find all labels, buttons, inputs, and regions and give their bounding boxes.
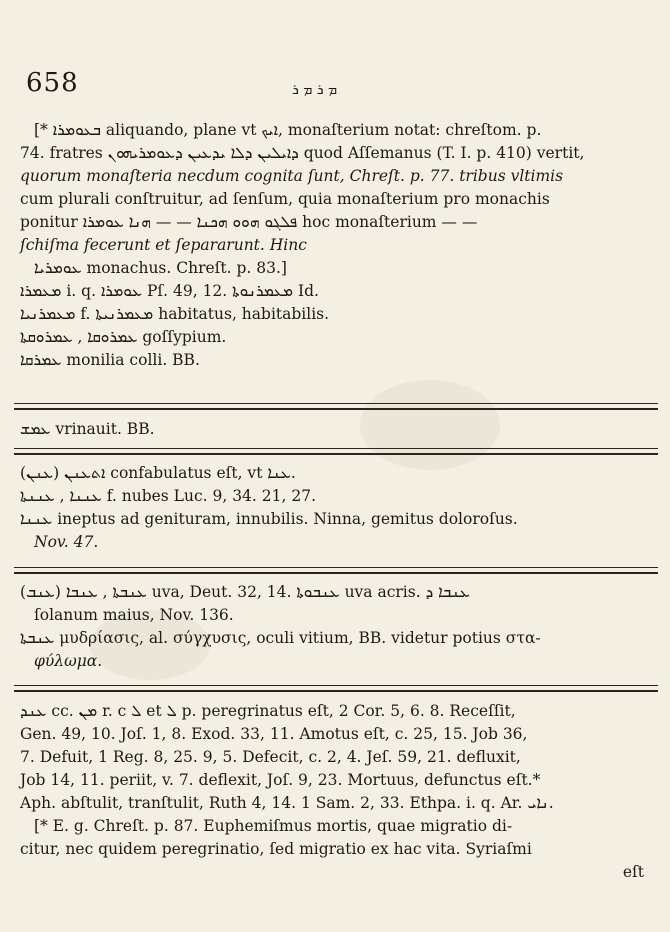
text-line: ܥܘܡܪܝܐ monachus. Chreſt. p. 83.] <box>34 259 287 277</box>
text-line: ſolanum maius, Nov. 136. <box>34 606 234 624</box>
text-line: ܥܢܢܐ , ܥܢܢܬܐ f. nubes Luc. 9, 34. 21, 27. <box>20 487 317 505</box>
text-line: [* ܒܥܘܡܪܐ aliquando, plane vt ܐܝܟ, monaſterium notat: chreſtom. p. <box>34 121 542 139</box>
text-line: 74. fratres ܕܐܝܠܝܢ ܕܠܐ ܝܕܥܝܢ ܕܥܘܡܪܝܗܘܢ quod Aſſemanus (T. I. p. 410) vertit, <box>20 144 585 162</box>
text-line: ܥܢܒܬܐ μυδρίασις, al. σύγχυσις, oculi vitium, BB. videtur potius στα- <box>20 629 541 647</box>
text-line: ܡܥܡܪܢܝܐ f. ܡܥܡܪܢܝܬܐ habitatus, habitabilis. <box>20 305 330 323</box>
text-line: ܡܥܡܪܐ i. q. ܥܘܡܪܐ Pſ. 49, 12. ܡܥܡܪܢܘܬܐ Id. <box>20 282 319 300</box>
text-line: cum plurali conſtruitur, ad ſenſum, quia monaſterium pro monachis <box>20 190 550 208</box>
running-head: ܡ ܪ ܡ ܪ <box>292 82 338 98</box>
text-line: [* E. g. Chreſt. p. 87. Euphemiſmus mortis, quae migratio di- <box>34 817 513 835</box>
text-line: Job 14, 11. periit, v. 7. deflexit, Joſ. 9, 23. Mortuus, defunctus eſt.* <box>20 771 541 789</box>
entry-1 <box>20 119 652 372</box>
text-line: ܥܢܕ cc. ܡܢ r. c ܠ et ܠ p. peregrinatus eſt, 2 Cor. 5, 6. 8. Receſſit, <box>20 702 516 720</box>
text-line: Aph. abſtulit, tranſtulit, Ruth 4, 14. 1 Sam. 2, 33. Ethpa. i. q. Ar. ܢܐܝ. <box>20 794 554 812</box>
entry-3 <box>20 462 652 554</box>
text-line: Gen. 49, 10. Joſ. 1, 8. Exod. 33, 11. Amotus eſt, c. 25, 15. Job 36, <box>20 725 528 743</box>
section-divider <box>14 403 658 410</box>
text-line: (ܥܢܒ) ܥܢܒܬܐ , ܥܢܒܐ uva, Deut. 32, 14. ܥܢܒܘܬܐ uva acris. ܥܢܒܐ ܕ <box>20 583 471 601</box>
page-number: 658 <box>26 68 79 98</box>
text-line: (ܥܢܢ) ܐܬܥܢܢ confabulatus eſt, vt ܥܢܐ. <box>20 464 296 482</box>
text-line: quorum monaſteria necdum cognita ſunt, Chreſt. p. 77. tribus vltimis <box>20 167 564 185</box>
text-line: ܥܡܫ vrinauit. BB. <box>20 420 155 438</box>
text-line: ܥܡܪܘܩܐ , ܥܡܪܘܩܬܐ goſſypium. <box>20 328 227 346</box>
text-line: ܥܡܪܩܐ monilia colli. BB. <box>20 351 200 369</box>
text-line: φύλωμα. <box>34 652 103 670</box>
text-line: Nov. 47. <box>34 533 99 551</box>
section-divider <box>14 567 658 574</box>
text-line: ܥܢܢܐ ineptus ad genituram, innubilis. Ninna, gemitus doloroſus. <box>20 510 518 528</box>
text-line: citur, nec quidem peregrinatio, ſed migratio ex hac vita. Syriaſmi <box>20 840 532 858</box>
entry-5 <box>20 700 652 884</box>
text-line: ſchiſma fecerunt et ſepararunt. Hinc <box>20 236 307 254</box>
entry-2 <box>20 418 652 441</box>
catchword: eſt <box>622 863 644 881</box>
text-line: 7. Defuit, 1 Reg. 8, 25. 9, 5. Defecit, c. 2, 4. Jeſ. 59, 21. defluxit, <box>20 748 521 766</box>
section-divider <box>14 685 658 692</box>
entry-4 <box>20 581 652 673</box>
section-divider <box>14 448 658 455</box>
text-line: ponitur ܦܠܓܘ ܗܘܘ ܗܟܢܐ — — ܗܢܐ ܥܘܡܪܐ hoc monaſterium — — <box>20 213 478 231</box>
